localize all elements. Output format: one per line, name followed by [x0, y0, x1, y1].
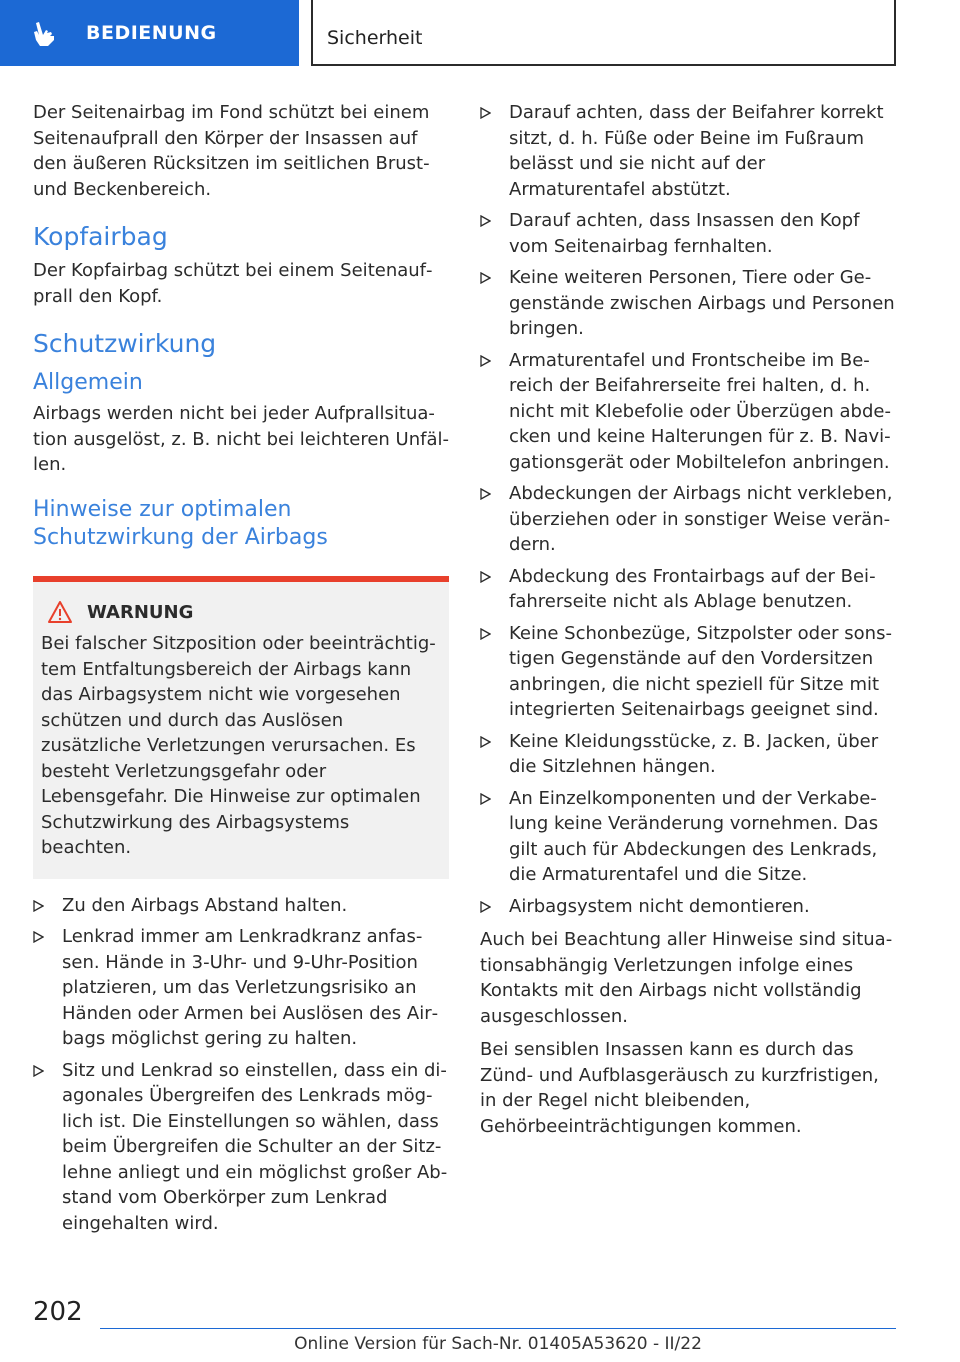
chapter-tab-label: BEDIENUNG [86, 22, 217, 44]
triangle-bullet-icon [480, 901, 491, 913]
list-item: Zu den Airbags Abstand halten. [33, 893, 449, 919]
triangle-bullet-icon [33, 900, 44, 912]
list-item: Armaturentafel und Frontscheibe im Bereich der Beifahrerseite frei halten, d. h. nicht mit Klebefolie oder Überzügen abdecken und keine Halterungen für z. B. Navigationsgerät oder Mobiltelefon anbringen. [480, 348, 896, 476]
heading-schutzwirkung: Schutzwirkung [33, 329, 217, 358]
page-number: 202 [33, 1297, 83, 1327]
right-paragraph-1: Auch bei Beachtung aller Hinweise sind situationsabhängig Verletzungen infolge eines Kontakts mit den Airbags nicht vollständig ausgeschlossen. [480, 929, 893, 1027]
section-header [311, 0, 896, 66]
list-item: Darauf achten, dass Insassen den Kopf vom Seitenairbag fernhalten. [480, 208, 896, 259]
triangle-bullet-icon [480, 488, 491, 500]
triangle-bullet-icon [33, 1065, 44, 1077]
left-column [33, 100, 449, 1242]
section-title: Sicherheit [327, 27, 423, 49]
footer-online-version: Online Version für Sach-Nr. 01405A53620 - II/22 [294, 1334, 702, 1354]
list-item: Darauf achten, dass der Beifahrer korrekt sitzt, d. h. Füße oder Beine im Fußraum belässt und sie nicht auf der Armaturentafel abstützt. [480, 100, 896, 202]
list-item: Keine Kleidungsstücke, z. B. Jacken, über die Sitzlehnen hängen. [480, 729, 896, 780]
triangle-bullet-icon [480, 571, 491, 583]
triangle-bullet-icon [33, 931, 44, 943]
list-item: Lenkrad immer am Lenkradkranz anfassen. Hände in 3-Uhr- und 9-Uhr-Position platzieren, um das Verletzungsrisiko an Händen oder Armen bei Auslösen des Airbags möglichst gering zu halten. [33, 924, 449, 1052]
kopfairbag-paragraph: Der Kopfairbag schützt bei einem Seitenaufprall den Kopf. [33, 260, 433, 307]
hand-pointer-icon [30, 18, 64, 48]
warning-triangle-icon [47, 600, 73, 624]
warning-header [41, 600, 439, 626]
list-item: Keine weiteren Personen, Tiere oder Gegenstände zwischen Airbags und Personen bringen. [480, 265, 896, 342]
triangle-bullet-icon [480, 793, 491, 805]
warning-box [33, 576, 449, 879]
triangle-bullet-icon [480, 736, 491, 748]
list-item: Abdeckungen der Airbags nicht verkleben, überziehen oder in sonstiger Weise verändern. [480, 481, 896, 558]
allgemein-paragraph: Airbags werden nicht bei jeder Aufprallsituation ausgelöst, z. B. nicht bei leichteren Unfällen. [33, 403, 449, 475]
heading-allgemein: Allgemein [33, 370, 143, 395]
footer-divider [100, 1328, 896, 1329]
right-column [480, 100, 896, 1145]
right-bullet-list [480, 100, 896, 919]
intro-paragraph: Der Seitenairbag im Fond schützt bei einem Seitenaufprall den Körper der Insassen auf den äußeren Rücksitzen im seitlichen Brust- und Beckenbereich. [33, 102, 430, 200]
left-bullet-list [33, 893, 449, 1237]
list-item: Airbagsystem nicht demontieren. [480, 894, 896, 920]
triangle-bullet-icon [480, 272, 491, 284]
triangle-bullet-icon [480, 215, 491, 227]
triangle-bullet-icon [480, 628, 491, 640]
heading-hinweise: Hinweise zur optimalen Schutzwirkung der Airbags [33, 496, 328, 550]
list-item: Abdeckung des Frontairbags auf der Beifahrerseite nicht als Ablage benutzen. [480, 564, 896, 615]
list-item: An Einzelkomponenten und der Verkabelung keine Veränderung vornehmen. Das gilt auch für Abdeckungen des Lenkrads, die Armaturentafel und die Sitze. [480, 786, 896, 888]
list-item: Keine Schonbezüge, Sitzpolster oder sonstigen Gegenstände auf den Vordersitzen anbringen, die nicht speziell für Sitze mit integrierten Seitenairbags geeignet sind. [480, 621, 896, 723]
right-paragraph-2: Bei sensiblen Insassen kann es durch das Zünd- und Aufblasgeräusch zu kurzfristigen, in der Regel nicht bleibenden, Gehörbeeinträchtigungen kommen. [480, 1039, 879, 1137]
list-item: Sitz und Lenkrad so einstellen, dass ein diagonales Übergreifen des Lenkrads möglich ist. Die Einstellungen so wählen, dass beim Übergreifen die Schulter an der Sitzlehne anliegt und ein möglichst großer Abstand vom Oberkörper zum Lenkrad eingehalten wird. [33, 1058, 449, 1237]
warning-text: Bei falscher Sitzposition oder beeinträchtigtem Entfaltungsbereich der Airbags kann das Airbagsystem nicht wie vorgesehen schützen und durch das Auslösen zusätzliche Verletzungen verursachen. Es besteht Verletzungsgefahr oder Lebensgefahr. Die Hinweise zur optimalen Schutzwirkung des Airbagsystems beachten. [41, 633, 436, 858]
heading-kopfairbag: Kopfairbag [33, 222, 168, 251]
triangle-bullet-icon [480, 107, 491, 119]
chapter-tab[interactable] [0, 0, 299, 66]
warning-title: WARNUNG [87, 601, 194, 623]
triangle-bullet-icon [480, 355, 491, 367]
